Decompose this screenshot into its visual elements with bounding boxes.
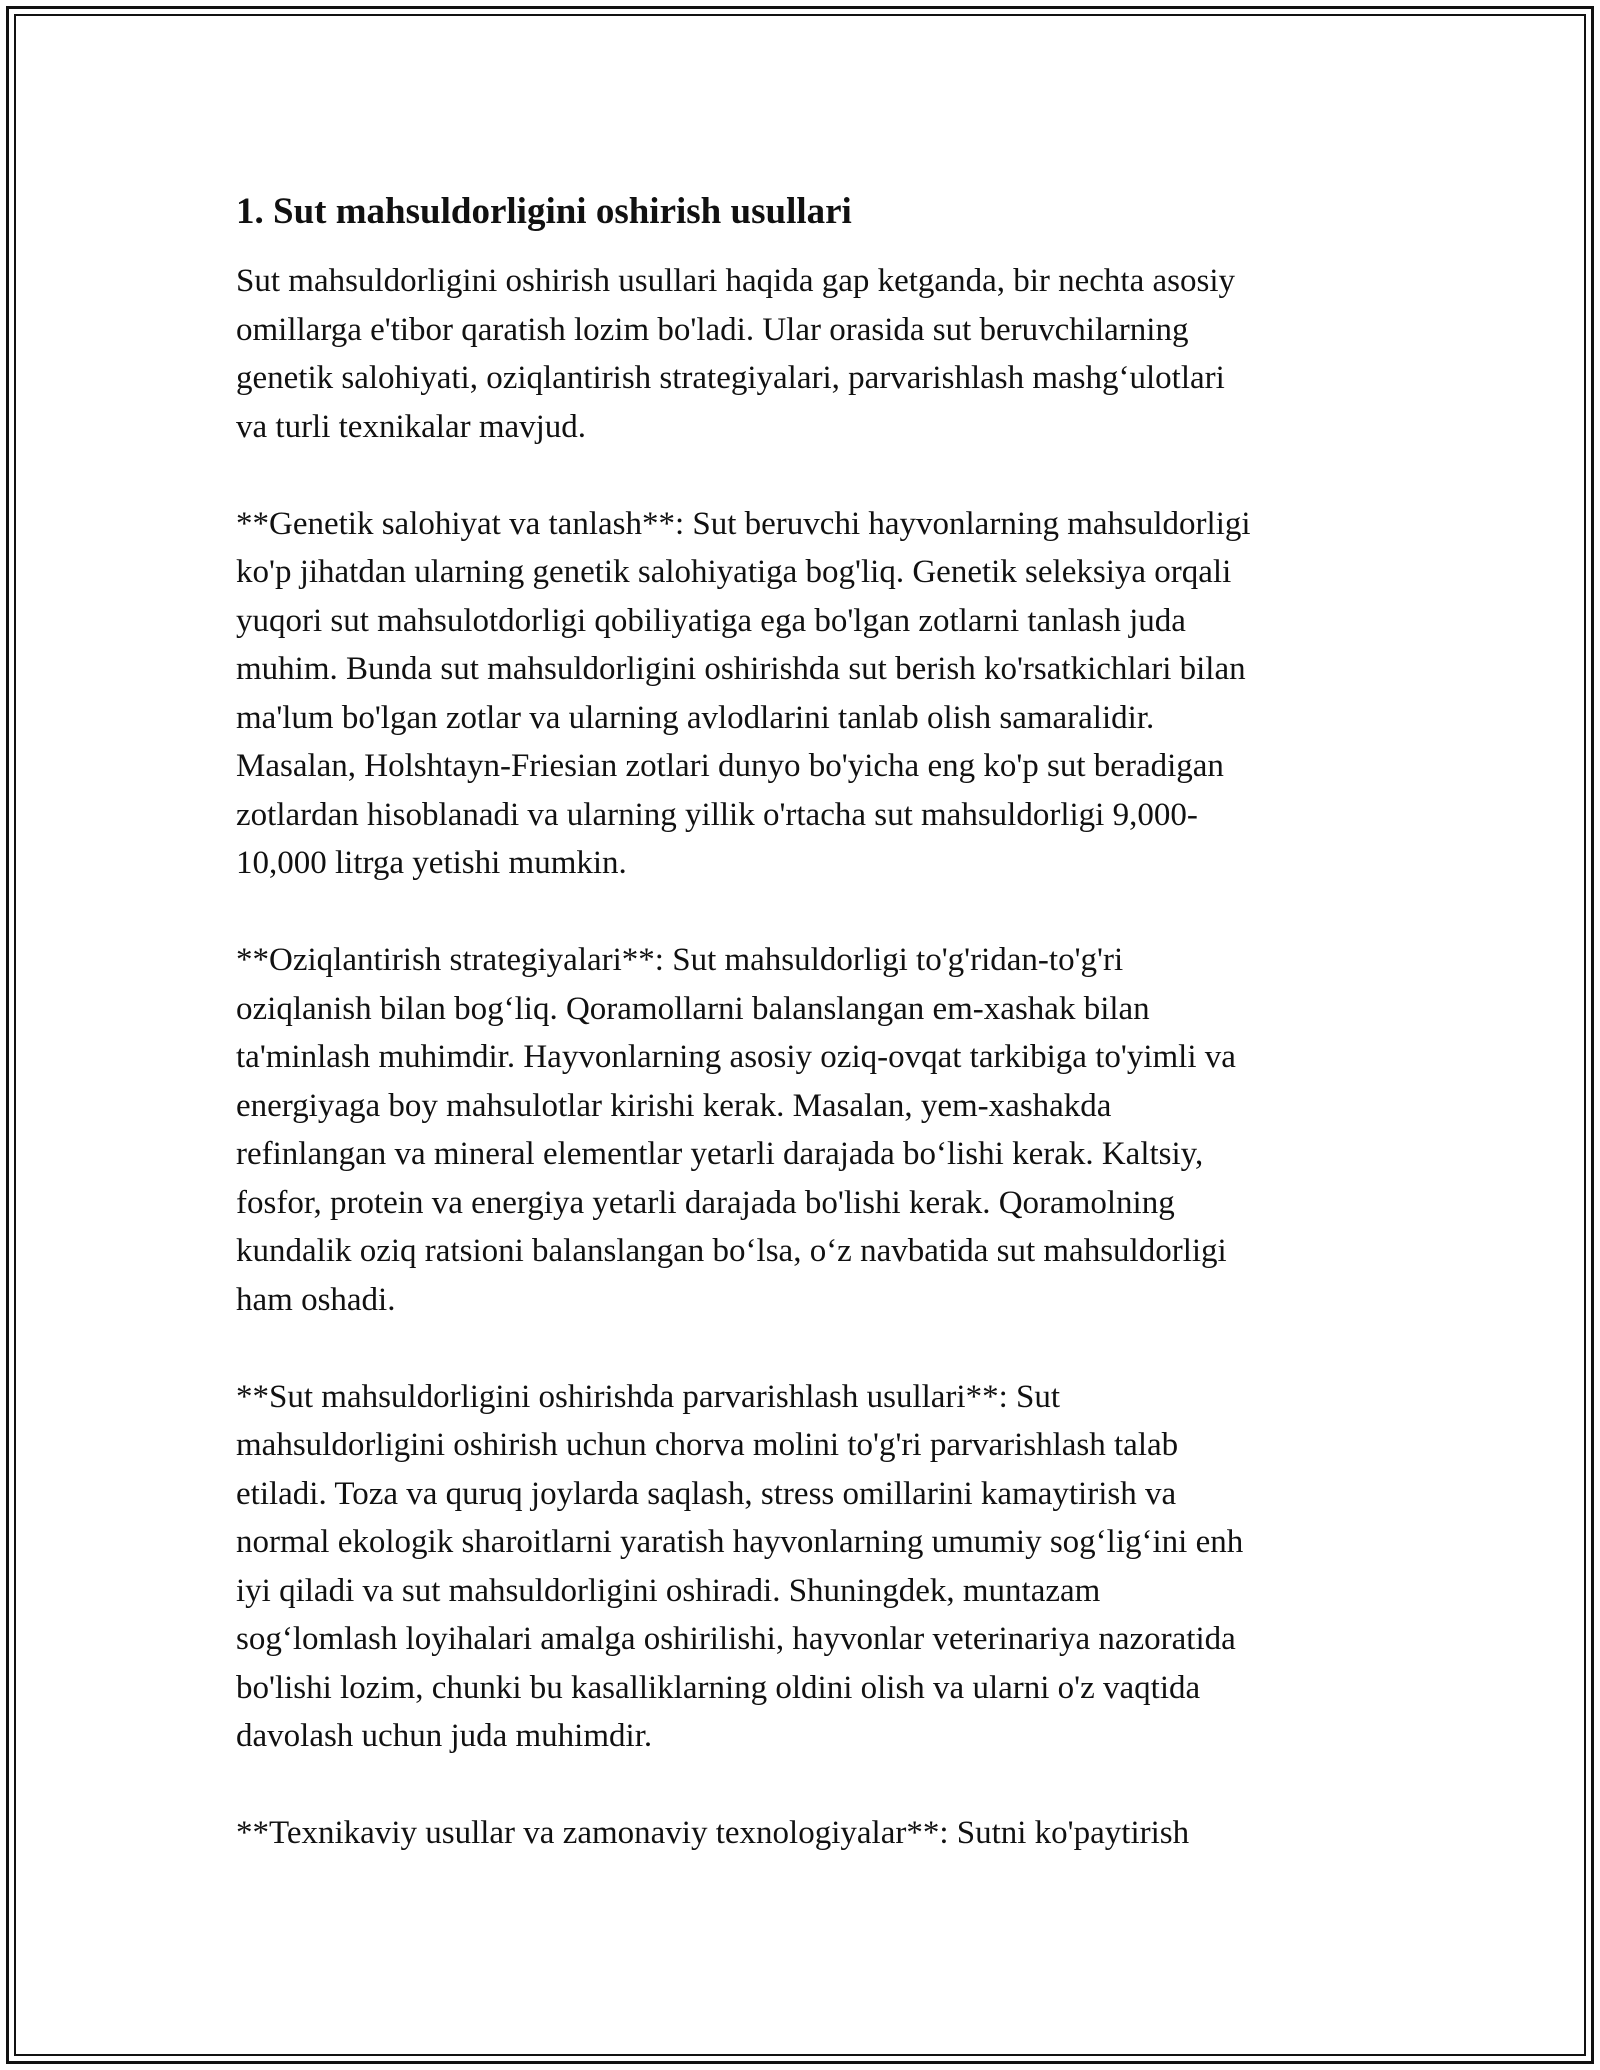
text-line: mahsuldorligini oshirish uchun chorva molini to'g'ri parvarishlash talab [236, 1427, 1179, 1463]
text-line: va turli texnikalar mavjud. [236, 408, 587, 445]
document-body [236, 186, 1376, 1858]
text-line: bo'lishi lozim, chunki bu kasalliklarning oldini olish va ularni o'z vaqtida [236, 1669, 1201, 1706]
paragraph-list [236, 257, 1376, 1858]
text-line: kundalik oziq ratsioni balanslangan bo‘lsa, o‘z navbatida sut mahsuldorligi [236, 1233, 1227, 1269]
text-line: sog‘lomlash loyihalari amalga oshirilishi, hayvonlar veterinariya nazoratida [236, 1621, 1236, 1657]
text-line: Sut mahsuldorligini oshirish usullari haqida gap ketganda, bir nechta asosiy [236, 263, 1235, 299]
text-line: energiyaga boy mahsulotlar kirishi kerak. Masalan, yem-xashakda [236, 1087, 1112, 1124]
text-line: ham oshadi. [236, 1281, 396, 1318]
text-line: **Oziqlantirish strategiyalari**: Sut mahsuldorligi to'g'ridan-to'g'ri [236, 942, 1124, 978]
text-line: iyi qiladi va sut mahsuldorligini oshiradi. Shuningdek, muntazam [236, 1572, 1101, 1609]
text-line: ko'p jihatdan ularning genetik salohiyatiga bog'liq. Genetik seleksiya orqali [236, 554, 1232, 590]
text-line: muhim. Bunda sut mahsuldorligini oshirishda sut berish ko'rsatkichlari bilan [236, 651, 1246, 687]
section-heading: 1. Sut mahsuldorligini oshirish usullari [236, 191, 852, 232]
paragraph [236, 1373, 1376, 1761]
paragraph [236, 1809, 1376, 1858]
text-line: fosfor, protein va energiya yetarli darajada bo'lishi kerak. Qoramolning [236, 1184, 1175, 1221]
paragraph [236, 936, 1376, 1324]
text-line: **Texnikaviy usullar va zamonaviy texnologiyalar**: Sutni ko'paytirish [236, 1815, 1190, 1851]
text-line: zotlardan hisoblanadi va ularning yillik o'rtacha sut mahsuldorligi 9,000- [236, 796, 1198, 833]
text-line: 10,000 litrga yetishi mumkin. [236, 845, 627, 881]
text-line: oziqlanish bilan bog‘liq. Qoramollarni balanslangan em-xashak bilan [236, 990, 1150, 1027]
paragraph [236, 500, 1376, 888]
text-line: genetik salohiyati, oziqlantirish strategiyalari, parvarishlash mashg‘ulotlari [236, 360, 1225, 396]
text-line: ta'minlash muhimdir. Hayvonlarning asosiy oziq-ovqat tarkibiga to'yimli va [236, 1039, 1236, 1075]
text-line: refinlangan va mineral elementlar yetarli darajada bo‘lishi kerak. Kaltsiy, [236, 1136, 1204, 1172]
text-line: etiladi. Toza va quruq joylarda saqlash, stress omillarini kamaytirish va [236, 1475, 1177, 1512]
paragraph [236, 257, 1376, 451]
text-line: normal ekologik sharoitlarni yaratish hayvonlarning umumiy sog‘lig‘ini enh [236, 1524, 1244, 1560]
text-line: **Genetik salohiyat va tanlash**: Sut beruvchi hayvonlarning mahsuldorligi [236, 505, 1251, 542]
text-line: **Sut mahsuldorligini oshirishda parvarishlash usullari**: Sut [236, 1378, 1061, 1415]
text-line: davolash uchun juda muhimdir. [236, 1718, 653, 1754]
text-line: omillarga e'tibor qaratish lozim bo'ladi. Ular orasida sut beruvchilarning [236, 311, 1189, 348]
text-line: yuqori sut mahsulotdorligi qobiliyatiga ega bo'lgan zotlarni tanlash juda [236, 602, 1186, 639]
text-line: ma'lum bo'lgan zotlar va ularning avlodlarini tanlab olish samaralidir. [236, 699, 1155, 736]
text-line: Masalan, Holshtayn-Friesian zotlari dunyo bo'yicha eng ko'p sut beradigan [236, 748, 1224, 784]
